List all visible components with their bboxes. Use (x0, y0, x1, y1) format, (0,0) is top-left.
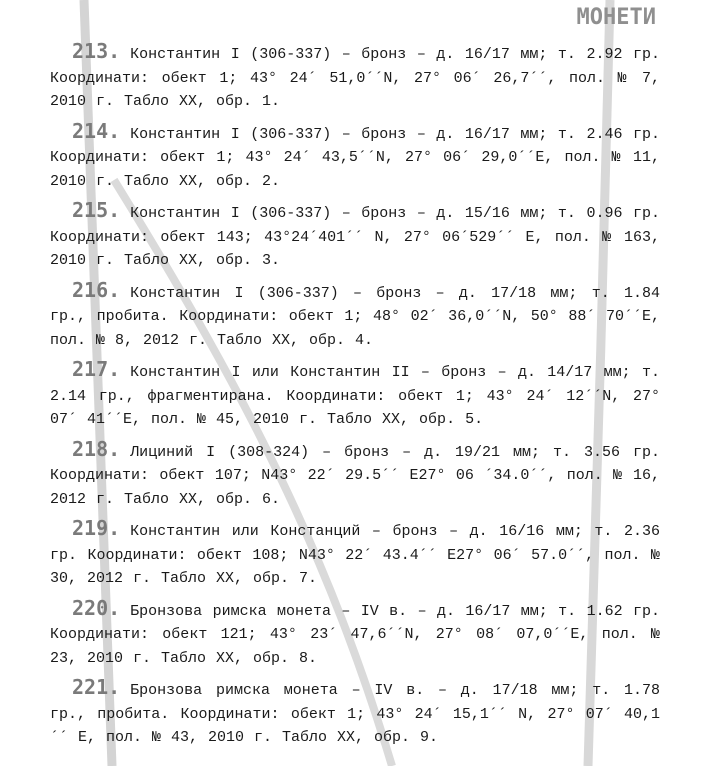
entry-text: Константин I (306-337) – бронз – д. 15/16 мм; т. 0.96 гр. Координати: обект 143; 43°24´401´´ N, 27° 06´529´´ E, пол. № 163, 2010 г. Табло XX, обр. 3. (50, 205, 660, 269)
catalog-entry-219 (50, 517, 660, 588)
catalog-entry-217 (50, 358, 660, 429)
entry-number: 220. (72, 596, 121, 620)
catalog-entry-215 (50, 199, 660, 270)
entry-number: 214. (72, 119, 121, 143)
entry-text: Константин I (306-337) – бронз – д. 17/18 мм; т. 1.84 гр., пробита. Координати: обект 1; 48° 02´ 36,0´´N, 50° 88´ 70´´E, пол. № 8, 2012 г. Табло XX, обр. 4. (50, 284, 660, 349)
entry-text: Бронзова римска монета – IV в. – д. 16/17 мм; т. 1.62 гр. Координати: обект 121; 43° 23´ 47,6´´N, 27° 08´ 07,0´´E, пол. № 23, 2010 г. Табло XX, обр. 8. (50, 602, 660, 667)
entry-number: 219. (72, 517, 121, 540)
coin-catalog-list (50, 40, 660, 756)
entry-number: 215. (72, 199, 121, 222)
catalog-entry-213 (50, 40, 660, 111)
section-title: МОНЕТИ (576, 5, 656, 30)
page-content (50, 0, 660, 766)
catalog-entry-220 (50, 597, 660, 668)
entry-text: Лициний I (308-324) – бронз – д. 19/21 мм; т. 3.56 гр. Координати: обект 107; N43° 22´ 29.5´´ E27° 06 ´34.0´´, пол. № 16, 2012 г. Табло XX, обр. 6. (50, 443, 660, 508)
catalog-entry-221 (50, 676, 660, 747)
catalog-entry-214 (50, 120, 660, 191)
entry-number: 217. (72, 358, 121, 381)
entry-text: Константин I (306-337) – бронз – д. 16/17 мм; т. 2.92 гр. Координати: обект 1; 43° 24´ 51,0´´N, 27° 06´ 26,7´´, пол. № 7, 2010 г. Табло XX, обр. 1. (50, 46, 660, 110)
entry-text: Константин I (306-337) – бронз – д. 16/17 мм; т. 2.46 гр. Координати: обект 1; 43° 24´ 43,5´´N, 27° 06´ 29,0´´E, пол. № 11, 2010 г. Табло XX, обр. 2. (50, 125, 660, 190)
entry-number: 216. (72, 278, 121, 302)
entry-text: Константин I или Константин II – бронз – д. 14/17 мм; т. 2.14 гр., фрагментирана. Координати: обект 1; 43° 24´ 12´´N, 27° 07´ 41´´E, пол. № 45, 2010 г. Табло XX, обр. 5. (50, 364, 660, 428)
entry-number: 213. (72, 40, 121, 63)
catalog-entry-218 (50, 438, 660, 509)
catalog-entry-216 (50, 279, 660, 350)
entry-text: Бронзова римска монета – IV в. – д. 17/18 мм; т. 1.78 гр., пробита. Координати: обект 1; 43° 24´ 15,1´´ N, 27° 07´ 40,1´´ E, пол. № 43, 2010 г. Табло XX, обр. 9. (50, 682, 660, 746)
entry-text: Константин или Констанций – бронз – д. 16/16 мм; т. 2.36 гр. Координати: обект 108; N43° 22´ 43.4´´ E27° 06´ 57.0´´, пол. № 30, 2012 г. Табло XX, обр. 7. (50, 523, 660, 587)
entry-number: 221. (72, 676, 121, 699)
entry-number: 218. (72, 437, 121, 461)
